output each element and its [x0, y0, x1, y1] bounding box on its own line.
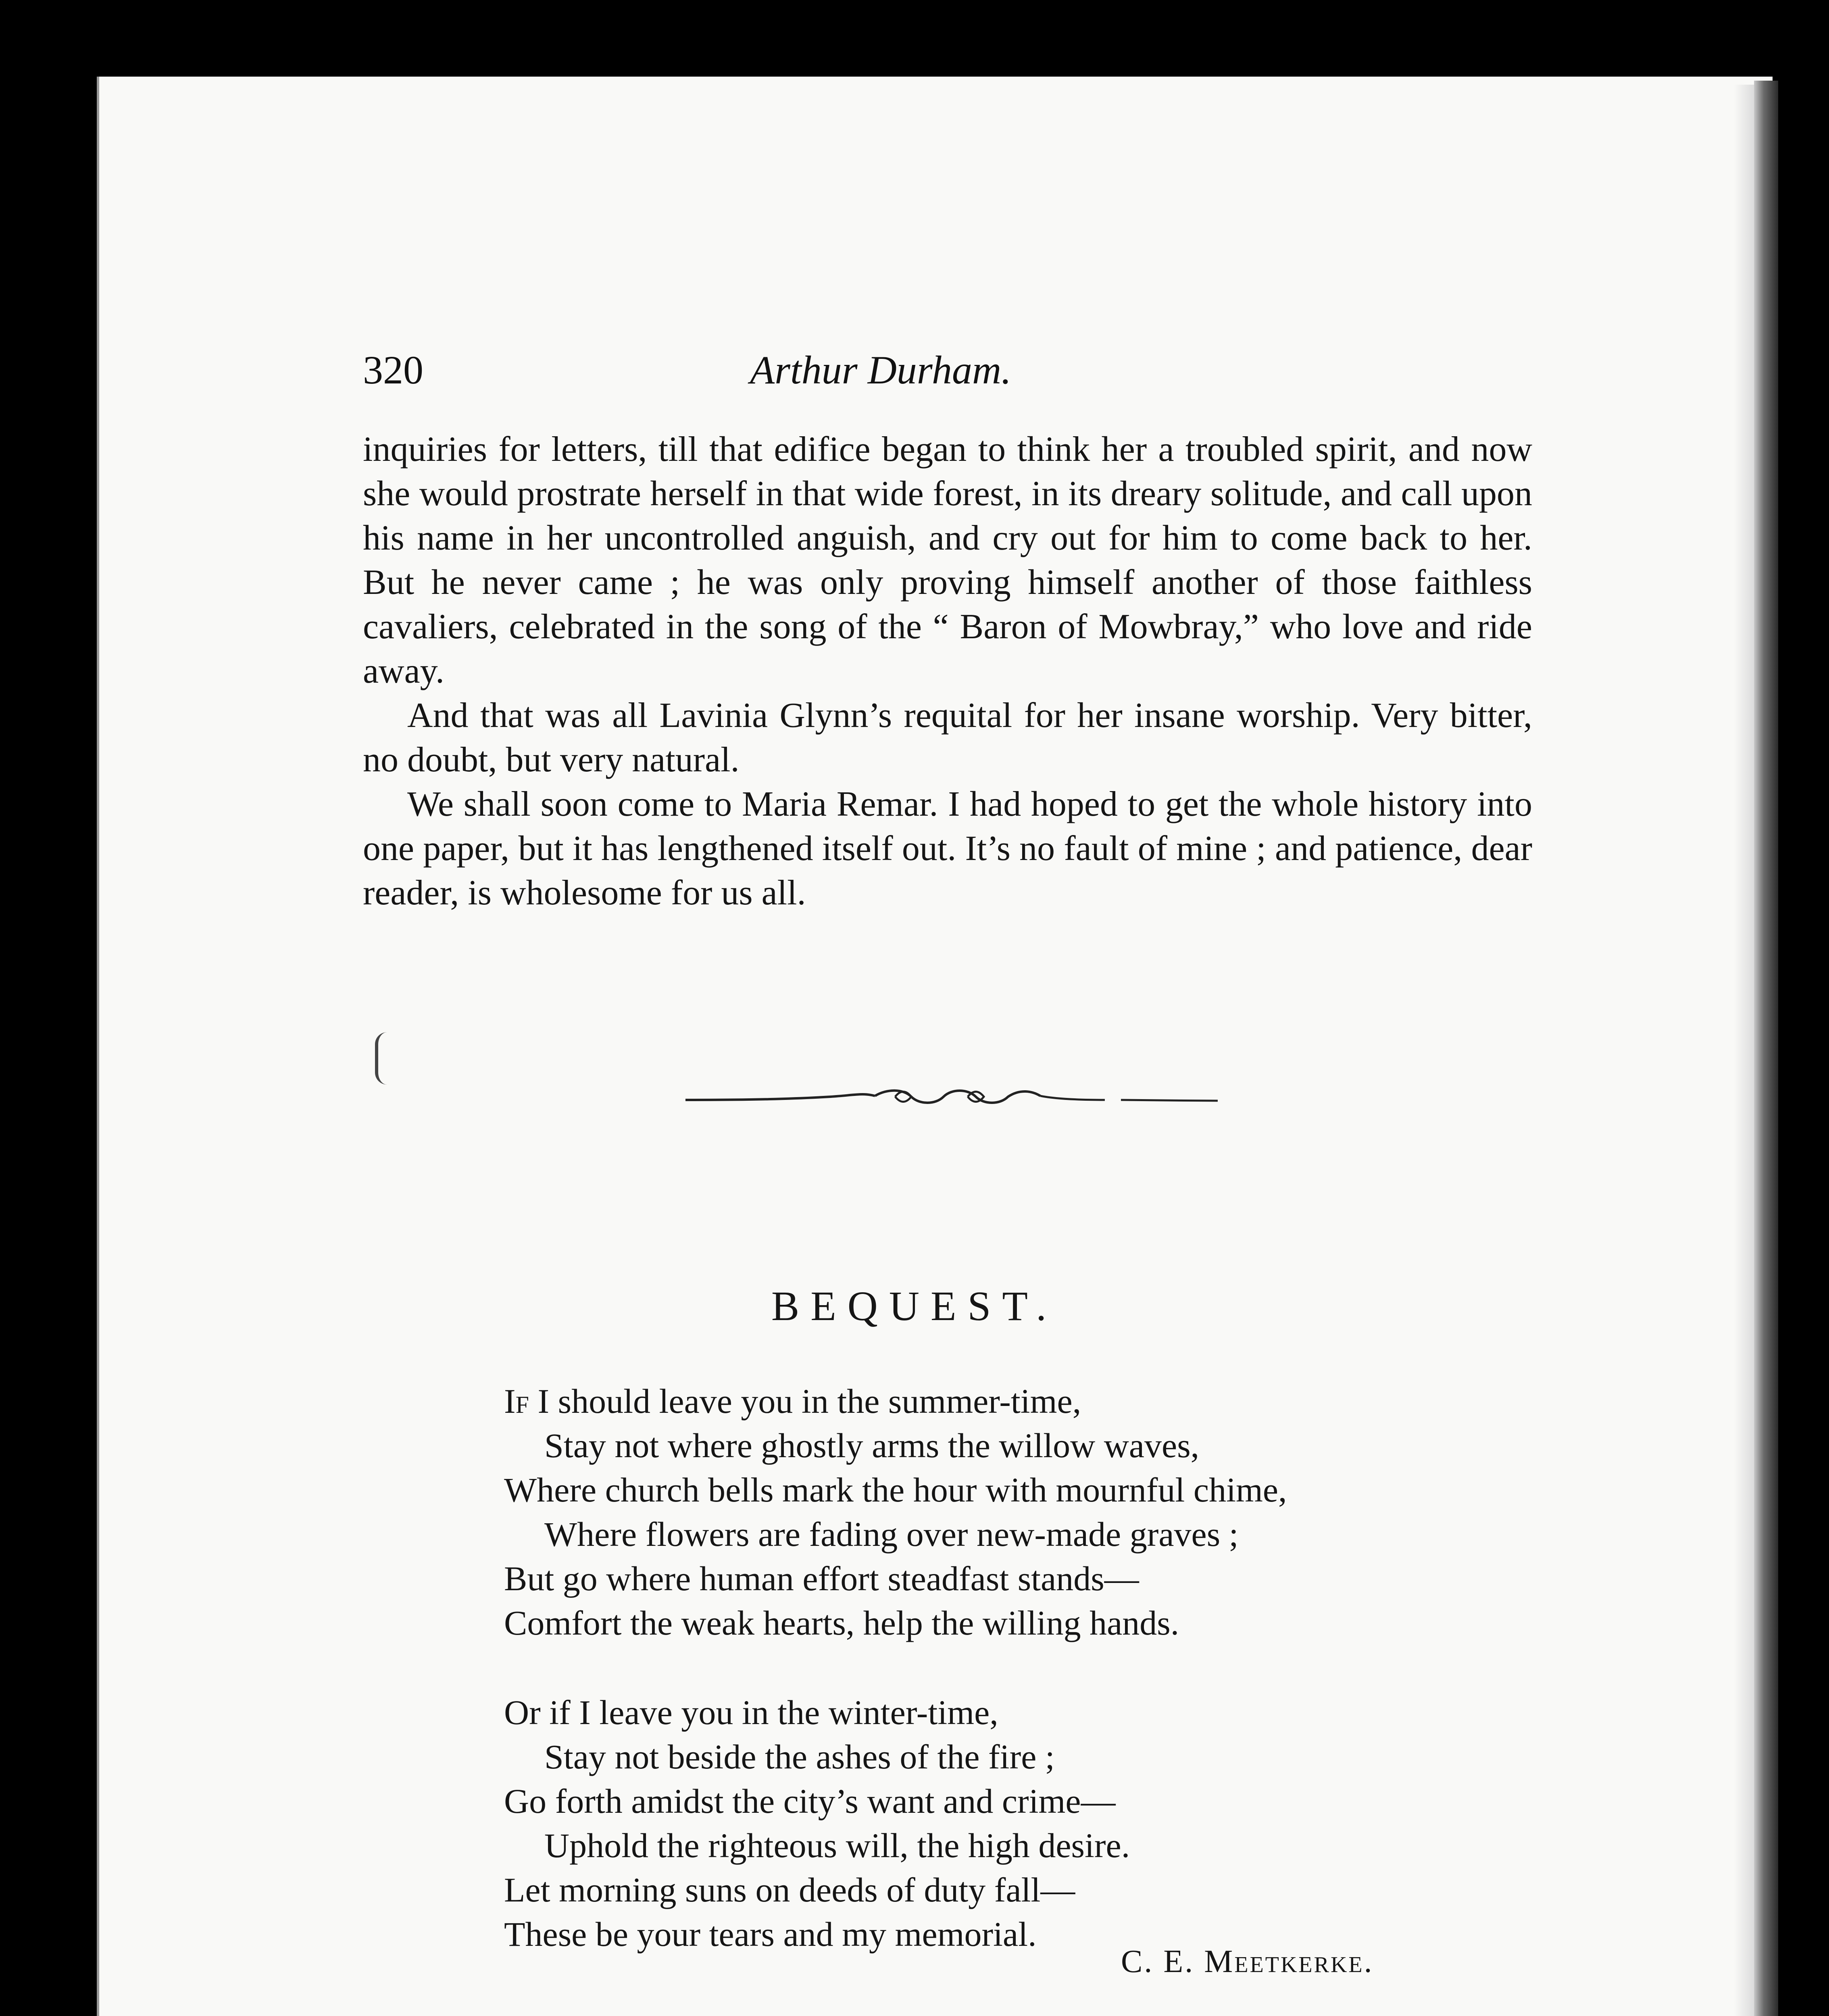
- margin-mark: [375, 1032, 390, 1085]
- paragraph: inquiries for letters, till that edifice began to think her a troubled spirit, and now she would prostrate herself in that wide forest, in its dreary solitude, and call upon his name in her uncontrolled anguish, and cry out for him to come back to her. But he never came ; he was only proving himself another of those faithless cavaliers, celebrated in the song of the “ Baron of Mowbray,” who love and ride away.: [363, 430, 1532, 691]
- poem-line: Where flowers are fading over new-made graves ;: [544, 1515, 1239, 1554]
- paragraph: We shall soon come to Maria Remar. I had hoped to get the whole history into one paper, but it has lengthened itself out. It’s no fault of mine ; and patience, dear reader, is wholesome for us all.: [363, 785, 1532, 912]
- poem-line: Or if I leave you in the winter-time,: [504, 1693, 998, 1732]
- poem-line: Where church bells mark the hour with mournful chime,: [504, 1470, 1287, 1509]
- poem-line: These be your tears and my memorial.: [504, 1915, 1037, 1954]
- stanza-1: [504, 1379, 1552, 1645]
- poem-line: [504, 1379, 1552, 1423]
- page-gutter-shadow: [1734, 85, 1754, 2016]
- poem-line: Stay not beside the ashes of the fire ;: [544, 1737, 1055, 1776]
- section-divider-ornament: [685, 1077, 1218, 1121]
- poem-body: [504, 1379, 1552, 2001]
- page-number: 320: [363, 348, 423, 392]
- poem-line: Go forth amidst the city’s want and crime—: [504, 1782, 1116, 1820]
- page-header: [363, 347, 1532, 403]
- poem-line: But go where human effort steadfast stands—: [504, 1559, 1139, 1598]
- stanza-2: [504, 1690, 1552, 1956]
- poem-title: BEQUEST.: [771, 1283, 1058, 1329]
- poem-author: C. E. Meetkerke.: [1121, 1944, 1374, 1979]
- poem-line: Stay not where ghostly arms the willow waves,: [544, 1426, 1200, 1465]
- line-text: I should leave you in the summer-time,: [529, 1382, 1081, 1420]
- drop-cap: If: [504, 1382, 529, 1420]
- running-title: Arthur Durham.: [750, 348, 1012, 392]
- poem-line: Let morning suns on deeds of duty fall—: [504, 1870, 1075, 1909]
- page-edge: [1754, 81, 1778, 2016]
- poem-line: Uphold the righteous will, the high desire.: [544, 1826, 1130, 1865]
- prose-text: [363, 427, 1532, 915]
- paragraph: And that was all Lavinia Glynn’s requital for her insane worship. Very bitter, no doubt, but very natural.: [363, 696, 1532, 779]
- poem-line: Comfort the weak hearts, help the willing hands.: [504, 1604, 1179, 1642]
